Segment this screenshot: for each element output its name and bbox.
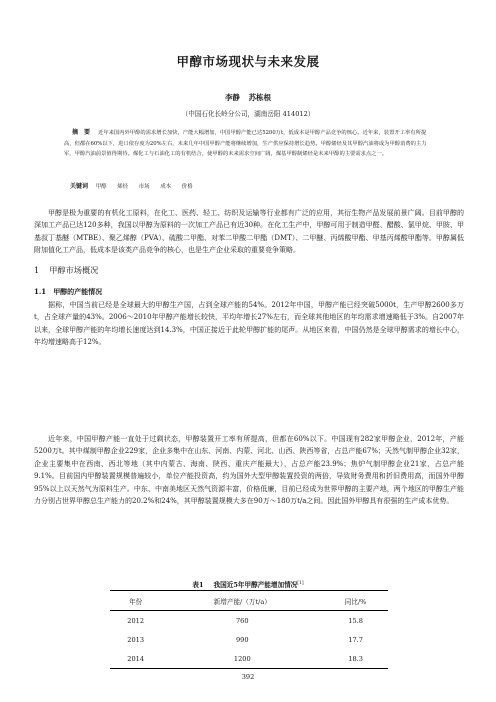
table-row <box>110 611 388 631</box>
keyword: 成本 <box>160 184 172 190</box>
table-cell: 17.7 <box>348 635 363 644</box>
keyword: 价格 <box>181 184 193 190</box>
table-cell: 1200 <box>161 649 323 669</box>
table-number: 表1 <box>192 581 204 589</box>
table-cell: 990 <box>235 635 249 644</box>
table-cell: 15.8 <box>348 616 363 625</box>
section-heading <box>34 265 98 276</box>
subsection-heading <box>34 287 102 297</box>
author-name: 苏栋根 <box>248 93 272 102</box>
paper-title: 甲醇市场现状与未来发展 <box>176 54 320 69</box>
author-affiliation: （中国石化长岭分公司，湖南岳阳 414012） <box>181 110 315 118</box>
capacity-paragraph: 据称，中国当前已经是全球最大的甲醇生产国，占到全球产能的54%。2012年中国，甲醇产能已经突破5000t，生产甲醇2600多万t，占全球产量的43%。2006～2010年甲醇产能增长较快，平均年增长27%左右，而全球其他地区的年均需求增速略低于3%。自2007年以来，全球甲醇产能的年均增长速度达到14.3%，中国正接近于此轮甲醇扩能的尾声。从地区来看，中国仍然是全球甲醇需求的增长中心，年均增速略高于12%。 <box>34 301 464 347</box>
section-number: 1 <box>34 265 40 275</box>
table-row <box>110 649 388 669</box>
keyword: 甲醇 <box>95 184 107 190</box>
industry-paragraph: 近年来，中国甲醇产能一直处于过剩状态，甲醇装置开工率有所提高，但都在60%以下。中国现有282家甲醇企业，2012年，产能5200万t。其中煤制甲醇企业229家，企业多集中在山东、河南、内蒙、河北、山西、陕西等省，占总产能67%；天然气制甲醇企业32家，企业主要集中在西南、西北等地（其中内蒙古、海南、陕西、重庆产能最大），占总产能23.9%；焦炉气制甲醇企业21家，占总产能9.1%。目前国内甲醇装置规模普遍较小，单位产能投资高，约为国外大型甲醇装置投资的两倍，导致财务费用和折旧费用高，而国外甲醇95%以上以天然气为原料生产。中东、中南美地区天然气资源丰富，价格低廉，目前已经成为世界甲醇的主要产地，两个地区的甲醇生产能力分别占世界甲醇总生产能力的20.2%和24%，其甲醇装置规模大多在90万～180万t/a之间。因此国外甲醇具有很强的生产成本优势。 <box>34 435 464 506</box>
abstract-label: 摘 要 <box>72 129 91 136</box>
section-title: 甲醇市场概况 <box>49 265 99 275</box>
table-cell: 2012 <box>127 616 145 625</box>
author-name: 李静 <box>224 93 240 102</box>
subsection-title: 甲醇的产能情况 <box>53 287 103 296</box>
table-citation: [1] <box>297 580 304 586</box>
keywords <box>70 181 202 190</box>
page-number: 392 <box>241 673 255 681</box>
table-row <box>110 630 388 649</box>
table-header-cell: 同比/% <box>323 591 388 611</box>
intro-paragraph: 甲醇是极为重要的有机化工原料，在化工、医药、轻工、纺织及运输等行业都有广泛的应用，其衍生物产品发展前景广阔。目前甲醇的深加工产品已达120多种，我国以甲醇为原料的一次加工产品已有近30种。在化工生产中，甲醇可用于制造甲醛、醋酸、氯甲烷、甲胺、甲基叔丁基醚（MTBE）、聚乙烯醇（PVA）、硫酸二甲酯、对苯二甲酸二甲酯（DMT）、二甲醚、丙烯酸甲酯、甲基丙烯酸甲酯等。甲醇属低附加值化工产品，低成本是该类产品竞争的核心，也是生产企业采取的重要竞争策略。 <box>34 209 464 255</box>
table-header-row <box>110 591 388 611</box>
keywords-label: 关键词 <box>70 183 89 190</box>
table-cell: 18.3 <box>323 649 388 669</box>
abstract <box>64 128 432 160</box>
author-list <box>0 92 496 103</box>
table-cell: 2013 <box>127 635 145 644</box>
capacity-table <box>110 590 388 669</box>
table-caption <box>0 579 496 589</box>
keyword: 烯烃 <box>117 184 129 190</box>
abstract-text: 近年来国内外甲醇的需求增长加快，产能大幅增加，中国甲醇产能已达5200万t，低成本是甲醇产品竞争的核心。近年来，装置开工率有所提高，但都在60%以下，进口依存度为20%左右，未来几年中国甲醇产能将继续增加，生产供应保持增长趋势。甲醇烯烃及其甲醇汽油将成为甲醇消费的主力军，甲醇汽油前景值得期待。煤化工与石油化工的有机结合，使甲醇的未来需求空间广阔，煤基甲醇制烯烃是未来甲醇的主要需求点之一。 <box>64 130 427 158</box>
subsection-number: 1.1 <box>34 287 47 296</box>
table-cell: 760 <box>235 616 249 625</box>
table-cell: 2014 <box>110 649 161 669</box>
table-title: 我国近5年甲醇产能增加情况 <box>213 581 298 589</box>
keyword: 市场 <box>138 184 150 190</box>
table-header-cell: 年份 <box>110 591 161 611</box>
table-header-cell: 新增产能/（万t/a） <box>161 591 323 611</box>
